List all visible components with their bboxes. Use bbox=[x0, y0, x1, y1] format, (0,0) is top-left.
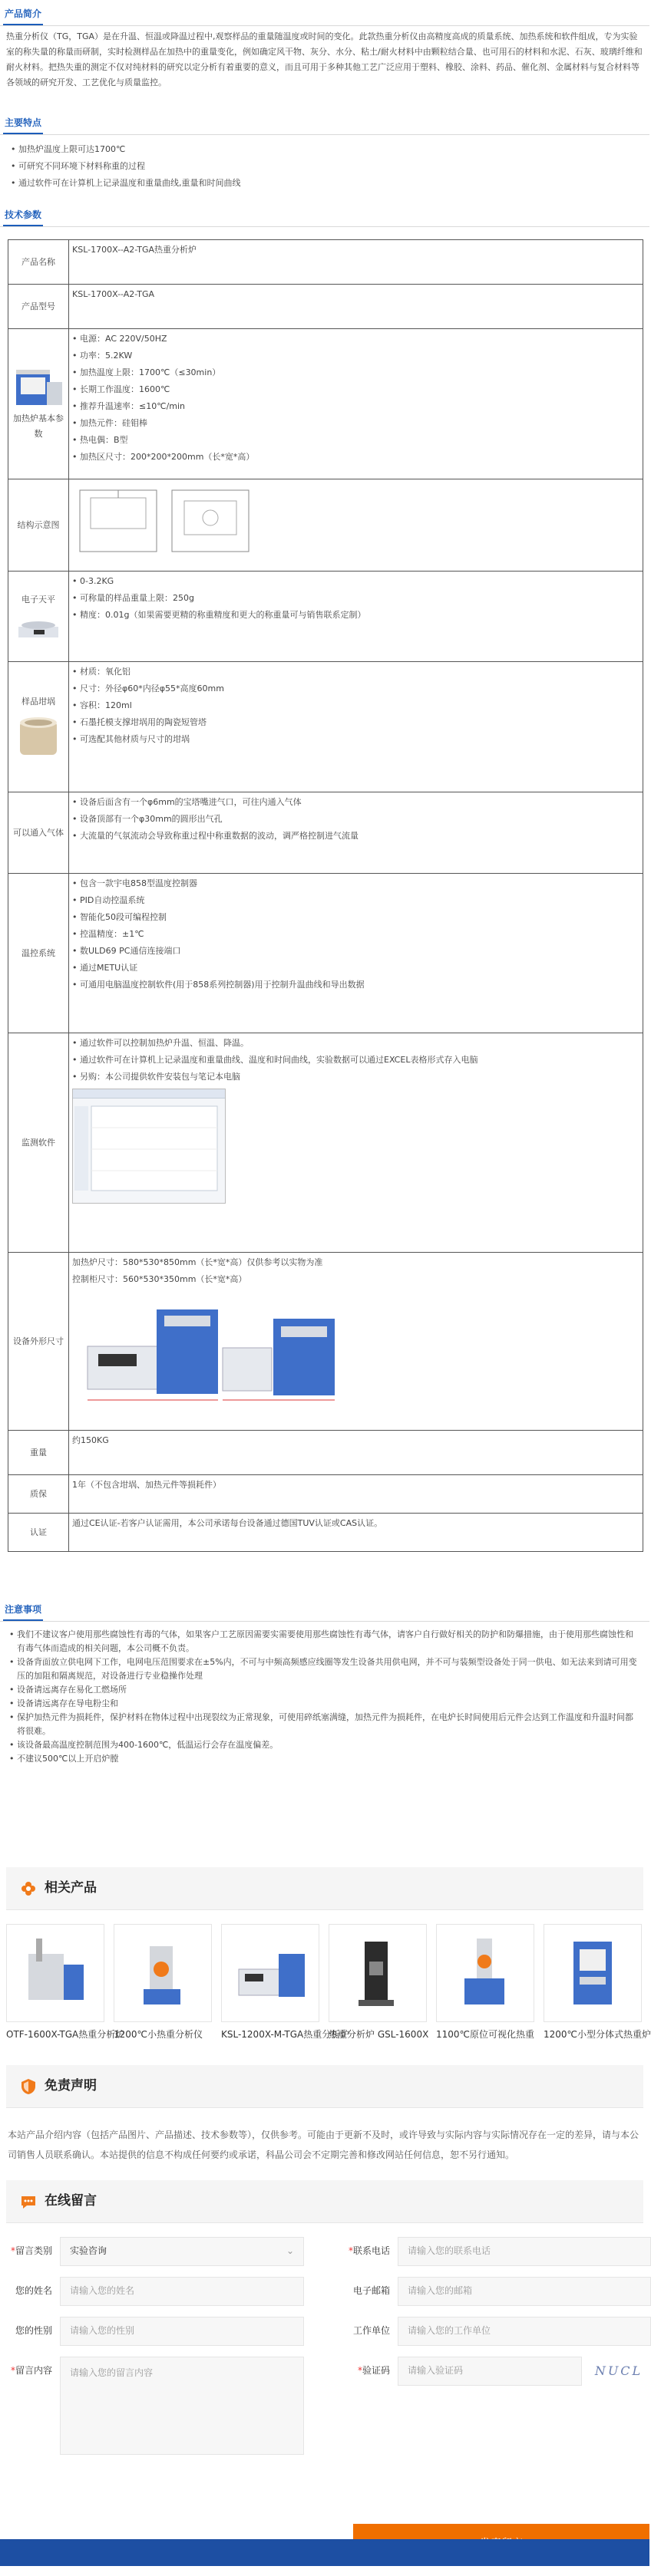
name-label: 您的姓名 bbox=[15, 2285, 52, 2297]
features-section bbox=[0, 115, 649, 192]
param-value bbox=[69, 572, 643, 662]
monitor-item: • 另购：本公司提供软件安装包与笔记本电脑 bbox=[72, 1069, 639, 1085]
temp-item: • 智能化50段可编程控制 bbox=[72, 909, 639, 926]
param-value bbox=[69, 1033, 643, 1253]
notes-heading: 注意事项 bbox=[3, 1602, 43, 1621]
param-label bbox=[8, 329, 69, 479]
furnace-image bbox=[13, 367, 64, 408]
furnace-item: • 加热区尺寸：200*200*200mm（长*宽*高） bbox=[72, 449, 639, 466]
table-row bbox=[8, 572, 643, 662]
param-label: 产品名称 bbox=[8, 240, 69, 285]
balance-image bbox=[15, 610, 61, 641]
related-header bbox=[6, 1867, 643, 1910]
contact-input[interactable]: 请输入您的联系电话 bbox=[398, 2237, 651, 2266]
param-label: 产品型号 bbox=[8, 285, 69, 329]
product-name[interactable]: 1200℃小热重分析仪 bbox=[114, 2029, 203, 2040]
param-label: 可以通入气体 bbox=[8, 792, 69, 874]
related-products bbox=[0, 1910, 649, 2044]
product-name[interactable]: 1100℃原位可视化热重 bbox=[436, 2029, 535, 2040]
note-item: • 设备背面放立供电网下工作，电网电压范围要求在±5%内，不可与中频高频感应线圈等发生设备共用供电网，并不可与装频型设备处于同一供电、如无法来到请可用变压的加阻和隔离规范，对设备进行专业稳操作处理 bbox=[9, 1655, 640, 1683]
param-value bbox=[69, 662, 643, 792]
name-row bbox=[6, 2277, 304, 2306]
furnace-item: • 功率：5.2KW bbox=[72, 348, 639, 364]
monitor-item: • 通过软件可在计算机上记录温度和重量曲线、温度和时间曲线，实验数据可以通过EXCEL表格形式存入电脑 bbox=[72, 1052, 639, 1069]
gas-item: • 大流量的气氛流动会导致称重过程中称重数据的波动，调严格控制进气流量 bbox=[72, 828, 639, 845]
param-label: 认证 bbox=[8, 1514, 69, 1552]
product-image[interactable] bbox=[6, 1924, 104, 2022]
table-row bbox=[8, 662, 643, 792]
temp-item: • 控温精度：±1℃ bbox=[72, 926, 639, 943]
table-row bbox=[8, 240, 643, 285]
notes-list bbox=[0, 1622, 649, 1766]
dims-image bbox=[72, 1293, 341, 1408]
type-select[interactable] bbox=[60, 2237, 304, 2266]
param-value: 约150KG bbox=[69, 1431, 643, 1475]
note-item: • 我们不建议客户使用那些腐蚀性有毒的气体，如果客户工艺原因需要实需要使用那些腐蚀性有毒气体，请客户自行做好相关的防护和防爆措施，由于使用那些腐蚀性和有毒气体而造成的相关问题，本公司概不负责。 bbox=[9, 1628, 640, 1655]
related-product-card[interactable] bbox=[6, 1924, 125, 2044]
balance-item: • 精度：0.01g（如果需要更精的称重精度和更大的称重量可与销售联系定制） bbox=[72, 607, 639, 624]
message-title: 在线留言 bbox=[45, 2193, 97, 2209]
param-label: 重量 bbox=[8, 1431, 69, 1475]
product-name[interactable]: OTF-1600X-TGA热重分析炉 bbox=[6, 2029, 125, 2040]
crucible-item: • 石墨托模支撑坩埚用的陶瓷短管塔 bbox=[72, 714, 639, 731]
email-label: 电子邮箱 bbox=[352, 2285, 390, 2297]
param-label bbox=[8, 572, 69, 662]
table-row bbox=[8, 1431, 643, 1475]
product-image[interactable] bbox=[436, 1924, 534, 2022]
email-input[interactable]: 请输入您的邮箱 bbox=[398, 2277, 651, 2306]
param-label bbox=[8, 662, 69, 792]
captcha-row: *验证码 请输入验证码 NUCL bbox=[344, 2357, 651, 2386]
table-row bbox=[8, 1033, 643, 1253]
product-name[interactable]: KSL-1200X-M-TGA热重分析炉 bbox=[221, 2029, 350, 2040]
product-name[interactable]: 热重分析炉 GSL-1600X bbox=[329, 2029, 429, 2040]
table-row bbox=[8, 1253, 643, 1431]
disclaimer-text: 本站产品介绍内容（包括产品图片、产品描述、技术参数等），仅供参考。可能由于更新不及时，或许导致与实际内容与实际情况存在一定的差异，请与本公司销售人员联系确认。本站提供的信息不构成任何要约或承诺，科晶公司会不定期完善和修改网站任何信息，恕不另行通知。 bbox=[8, 2130, 639, 2160]
features-heading: 主要特点 bbox=[3, 115, 43, 134]
furnace-item: • 长期工作温度：1600℃ bbox=[72, 381, 639, 398]
furnace-item: • 热电偶：B型 bbox=[72, 432, 639, 449]
product-image[interactable] bbox=[114, 1924, 212, 2022]
crucible-item: • 尺寸：外径φ60*内径φ55*高度60mm bbox=[72, 680, 639, 697]
captcha-label: 验证码 bbox=[362, 2365, 390, 2377]
company-label: 工作单位 bbox=[352, 2325, 390, 2337]
feature-item: • 加热炉温度上限可达1700℃ bbox=[11, 141, 639, 158]
param-value bbox=[69, 479, 643, 572]
param-value: 1年（不包含坩埚、加热元件等损耗件） bbox=[69, 1475, 643, 1514]
table-row bbox=[8, 479, 643, 572]
features-list bbox=[0, 135, 649, 192]
table-row bbox=[8, 792, 643, 874]
flower-icon bbox=[20, 1880, 37, 1897]
message-form bbox=[6, 2223, 643, 2576]
table-row bbox=[8, 285, 643, 329]
product-image[interactable] bbox=[329, 1924, 427, 2022]
crucible-item: • 可选配其他材质与尺寸的坩埚 bbox=[72, 731, 639, 748]
intro-text: 热重分析仪（TG，TGA）是在升温、恒温或降温过程中,观察样品的重量随温度或时间的变化。此款热重分析仪由高精度高成的质量系统、加热系统和软件组成，专为实验室的称失量的称量而研制，实时检测样品在加热中的重量变化，例如确定风干物、灰分、水分、粘土/耐火材料中由颗粒结合量、也可用石的材料和水泥、石灰、玻璃纤维和耐火材料。把热失重的测定不仅对纯材料的研究以定分析有着重要的意义，而且可用于多种其他工艺广泛应用于塑料、橡胶、涂料、药品、催化剂、金属材料与复合材料等各领域的研究开发、工艺优化与质量监控。 bbox=[6, 31, 643, 87]
gas-item: • 设备顶部有一个φ30mm的圆形出气孔 bbox=[72, 811, 639, 828]
param-label: 温控系统 bbox=[8, 874, 69, 1033]
table-row bbox=[8, 874, 643, 1033]
intro-heading: 产品简介 bbox=[3, 6, 43, 25]
related-product-card[interactable] bbox=[329, 1924, 427, 2044]
param-value bbox=[69, 792, 643, 874]
table-row bbox=[8, 1514, 643, 1552]
note-item: • 该设备最高温度控制范围为400-1600℃，低温运行会存在温度偏差。 bbox=[9, 1738, 640, 1752]
name-input[interactable]: 请输入您的姓名 bbox=[60, 2277, 304, 2306]
monitor-item: • 通过软件可以控制加热炉升温、恒温、降温。 bbox=[72, 1035, 639, 1052]
chat-icon bbox=[20, 2193, 37, 2210]
content-label: 留言内容 bbox=[15, 2365, 52, 2376]
company-input[interactable]: 请输入您的工作单位 bbox=[398, 2317, 651, 2346]
note-item: • 保护加热元件为损耗件，保护材料在物体过程中出现裂纹为正常现象，可使用碎纸塞满缝，加热元件为损耗件，在电炉长时间使用后元件会达到工作温度和升温时间都将很难。 bbox=[9, 1711, 640, 1738]
param-label: 结构示意图 bbox=[8, 479, 69, 572]
contact-row: *联系电话 请输入您的联系电话 bbox=[344, 2237, 651, 2266]
type-label: 留言类别 bbox=[15, 2245, 52, 2257]
params-heading: 技术参数 bbox=[3, 207, 43, 226]
furnace-item: • 电源：AC 220V/50HZ bbox=[72, 331, 639, 348]
shield-icon bbox=[20, 2078, 37, 2095]
param-label: 监测软件 bbox=[8, 1033, 69, 1253]
disclaimer-header bbox=[6, 2065, 643, 2108]
gender-label: 您的性别 bbox=[15, 2325, 52, 2337]
furnace-label: 加热炉基本参数 bbox=[13, 413, 64, 439]
related-product-card[interactable] bbox=[114, 1924, 212, 2044]
related-section bbox=[0, 1867, 649, 2044]
email-row bbox=[344, 2277, 651, 2306]
param-value bbox=[69, 874, 643, 1033]
temp-item: • 可通用电脑温度控制软件(用于858系列控制器)用于控制升温曲线和导出数据 bbox=[72, 977, 639, 993]
crucible-label: 样品坩埚 bbox=[21, 696, 55, 707]
furnace-item: • 加热元件：硅钼棒 bbox=[72, 415, 639, 432]
params-section bbox=[0, 207, 649, 227]
param-value bbox=[69, 1253, 643, 1431]
type-row: *留言类别 实验咨询 ⌄ bbox=[6, 2237, 304, 2266]
furnace-item: • 推荐升温速率：≤10℃/min bbox=[72, 398, 639, 415]
param-value: KSL-1700X--A2-TGA bbox=[69, 285, 643, 329]
contact-label: 联系电话 bbox=[352, 2245, 390, 2257]
furnace-item: • 加热温度上限：1700℃（≤30min） bbox=[72, 364, 639, 381]
notes-section bbox=[0, 1602, 649, 1766]
content-textarea[interactable]: 请输入您的留言内容 bbox=[60, 2357, 304, 2455]
temp-item: • 通过METU认证 bbox=[72, 960, 639, 977]
product-image[interactable] bbox=[221, 1924, 319, 2022]
balance-item: • 0-3.2KG bbox=[72, 573, 639, 590]
crucible-image bbox=[15, 713, 61, 759]
balance-item: • 可称量的样品重量上限：250g bbox=[72, 590, 639, 607]
note-item: • 设备请远离存在易化工燃场所 bbox=[9, 1683, 640, 1697]
feature-item: • 通过软件可在计算机上记录温度和重量曲线,重量和时间曲线 bbox=[11, 175, 639, 192]
captcha-image[interactable]: NUCL bbox=[587, 2357, 651, 2386]
gender-input[interactable]: 请输入您的性别 bbox=[60, 2317, 304, 2346]
feature-item: • 可研究不同环境下材料称重的过程 bbox=[11, 158, 639, 175]
gender-row bbox=[6, 2317, 304, 2346]
software-screenshot bbox=[72, 1089, 226, 1204]
balance-label: 电子天平 bbox=[21, 594, 55, 604]
product-name[interactable]: 1200℃小型分体式热重炉 bbox=[544, 2029, 651, 2040]
param-value bbox=[69, 329, 643, 479]
param-label: 质保 bbox=[8, 1475, 69, 1514]
note-item: • 设备请远离存在导电粉尘和 bbox=[9, 1697, 640, 1711]
crucible-item: • 材质：氧化铝 bbox=[72, 664, 639, 680]
captcha-input[interactable]: 请输入验证码 bbox=[398, 2357, 582, 2386]
related-product-card[interactable] bbox=[544, 1924, 651, 2044]
dims-line: 控制柜尺寸：560*530*350mm（长*宽*高） bbox=[72, 1274, 247, 1284]
related-product-card[interactable] bbox=[221, 1924, 350, 2044]
params-table bbox=[8, 239, 643, 1552]
temp-item: • 包含一款宇电858型温度控制器 bbox=[72, 875, 639, 892]
footer-bar bbox=[0, 2539, 649, 2566]
param-value: 通过CE认证-若客户认证需用，本公司承诺每台设备通过德国TUV认证或CAS认证。 bbox=[69, 1514, 643, 1552]
gas-item: • 设备后面含有一个φ6mm的宝塔嘴进气口，可往内通入气体 bbox=[72, 794, 639, 811]
disclaimer-title: 免责声明 bbox=[45, 2078, 97, 2094]
related-product-card[interactable] bbox=[436, 1924, 534, 2044]
param-value: KSL-1700X--A2-TGA热重分析炉 bbox=[69, 240, 643, 285]
type-value: 实验咨询 bbox=[70, 2245, 107, 2257]
related-title: 相关产品 bbox=[45, 1880, 97, 1896]
content-row: *留言内容 请输入您的留言内容 bbox=[6, 2357, 304, 2455]
structure-diagram bbox=[72, 487, 256, 555]
temp-item: • 数ULD69 PC通信连接端口 bbox=[72, 943, 639, 960]
product-image[interactable] bbox=[544, 1924, 642, 2022]
temp-item: • PID自动控温系统 bbox=[72, 892, 639, 909]
crucible-item: • 容积：120ml bbox=[72, 697, 639, 714]
disclaimer-section bbox=[0, 2065, 649, 2182]
param-label: 设备外形尺寸 bbox=[8, 1253, 69, 1431]
message-header bbox=[6, 2180, 643, 2223]
table-row bbox=[8, 1475, 643, 1514]
company-row bbox=[344, 2317, 651, 2346]
dims-line: 加热炉尺寸：580*530*850mm（长*宽*高）仅供参考以实物为准 bbox=[72, 1257, 323, 1267]
table-row bbox=[8, 329, 643, 479]
chevron-down-icon: ⌄ bbox=[286, 2245, 294, 2257]
intro-section bbox=[0, 6, 649, 114]
message-section bbox=[0, 2180, 649, 2576]
note-item: • 不建议500℃以上开启炉膛 bbox=[9, 1752, 640, 1766]
